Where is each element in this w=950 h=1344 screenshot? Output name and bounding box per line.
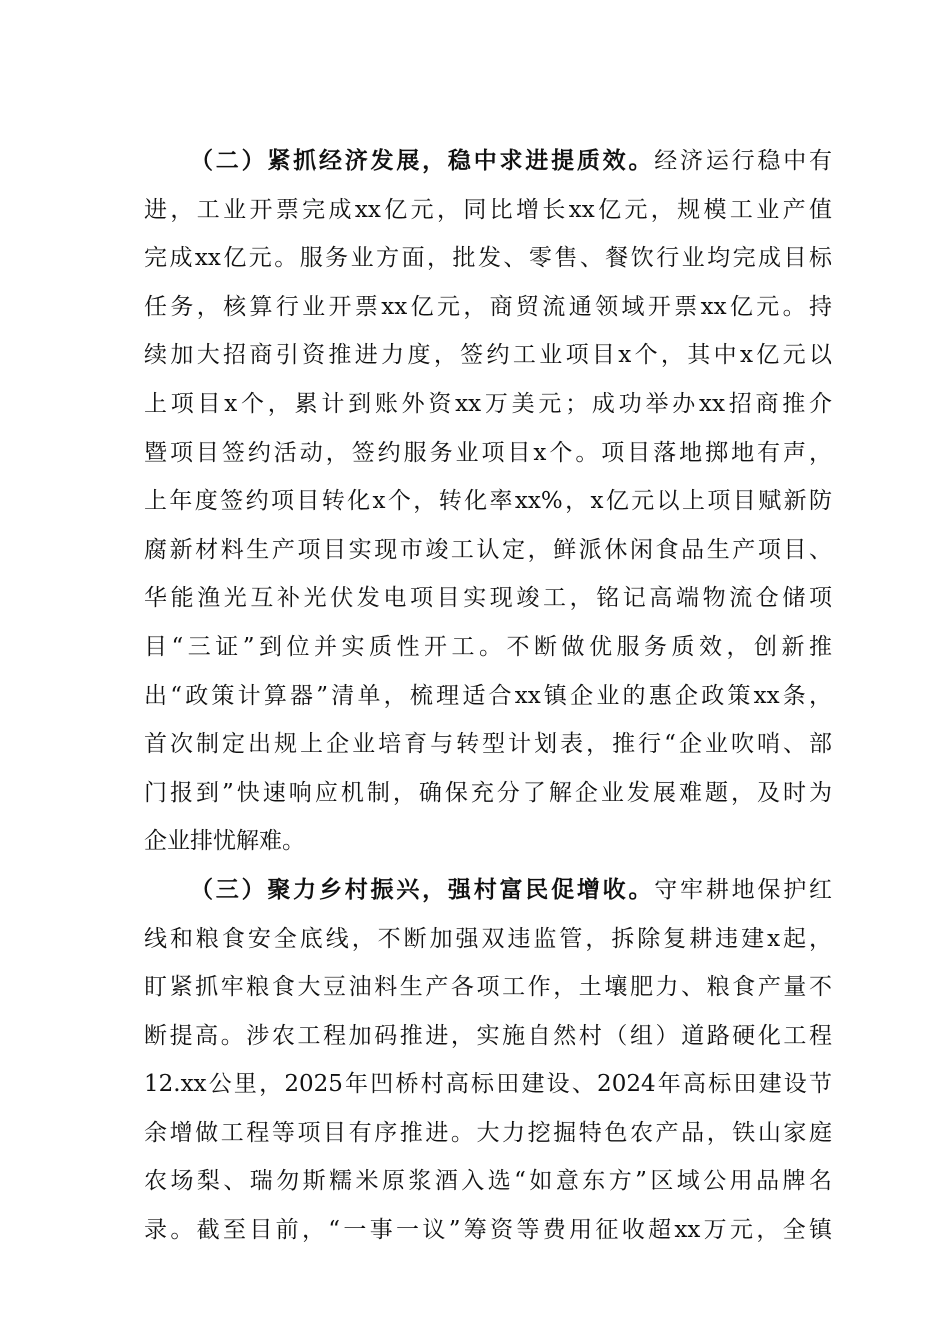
text-line: 录。截至目前，“一事一议”筹资等费用征收超xx万元，全镇 <box>144 1217 832 1244</box>
text-line: 进，工业开票完成xx亿元，同比增长xx亿元，规模工业产值 <box>144 196 832 223</box>
text-line: 出“政策计算器”清单，梳理适合xx镇企业的惠企政策xx条， <box>144 682 832 709</box>
text-line: 上项目x个，累计到账外资xx万美元；成功举办xx招商推介 <box>144 390 832 417</box>
text-line <box>144 866 832 915</box>
text-line: 断提高。涉农工程加码推进，实施自然村（组）道路硬化工程 <box>144 1022 832 1049</box>
text-line: 上年度签约项目转化x个，转化率xx%，x亿元以上项目赋新防 <box>144 488 832 515</box>
text-line-content: 守牢耕地保护红 <box>654 876 833 903</box>
paragraph-rural-revitalization <box>144 866 832 1255</box>
document-page <box>144 137 832 1255</box>
text-line: 农场梨、瑞勿斯糯米原浆酒入选“如意东方”区域公用品牌名 <box>144 1168 832 1195</box>
text-line: 完成xx亿元。服务业方面，批发、零售、餐饮行业均完成目标 <box>144 245 832 272</box>
text-line-content: 经济运行稳中有 <box>654 148 833 174</box>
paragraph-heading: （三）聚力乡村振兴，强村富民促增收。 <box>190 875 655 903</box>
text-line: 余增做工程等项目有序推进。大力挖掘特色农产品，铁山家庭 <box>144 1119 832 1146</box>
text-line: 腐新材料生产项目实现市竣工认定，鲜派休闲食品生产项目、 <box>144 536 832 563</box>
text-line: 盯紧抓牢粮食大豆油料生产各项工作，土壤肥力、粮食产量不 <box>144 974 832 1001</box>
text-line: 任务，核算行业开票xx亿元，商贸流通领域开票xx亿元。持 <box>144 293 832 320</box>
text-line: 华能渔光互补光伏发电项目实现竣工，铭记高端物流仓储项 <box>144 585 832 612</box>
text-line: 首次制定出规上企业培育与转型计划表，推行“企业吹哨、部 <box>144 731 832 758</box>
text-line: 目“三证”到位并实质性开工。不断做优服务质效，创新推 <box>144 633 832 660</box>
text-line: 线和粮食安全底线，不断加强双违监管，拆除复耕违建x起， <box>144 925 832 952</box>
paragraph-economic-development <box>144 137 832 866</box>
text-line: 12.xx公里，2025年凹桥村高标田建设、2024年高标田建设节 <box>144 1071 832 1098</box>
text-line: 续加大招商引资推进力度，签约工业项目x个，其中x亿元以 <box>144 342 832 369</box>
text-line: 门报到”快速响应机制，确保充分了解企业发展难题，及时为 <box>144 779 832 806</box>
text-line: 企业排忧解难。 <box>144 828 305 855</box>
text-line: 暨项目签约活动，签约服务业项目x个。项目落地掷地有声， <box>144 439 832 466</box>
paragraph-heading: （二）紧抓经济发展，稳中求进提质效。 <box>190 147 655 174</box>
text-line <box>144 137 832 186</box>
